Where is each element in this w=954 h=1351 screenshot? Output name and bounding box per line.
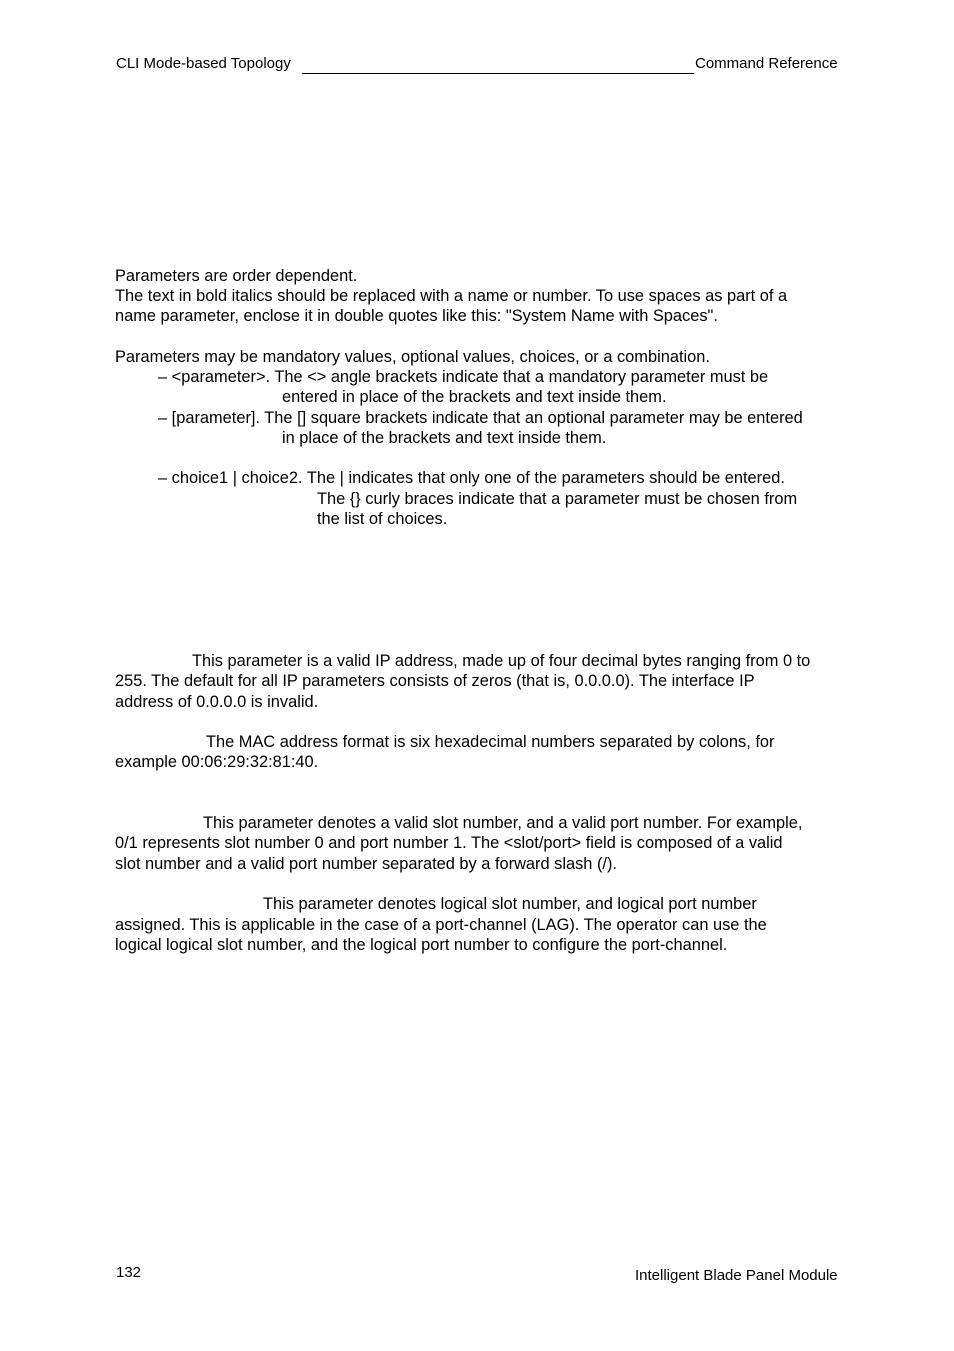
syntax-bold-italics-line-1: The text in bold italics should be replaced with a name or number. To use spaces as part of a bbox=[115, 287, 788, 305]
logical-slot-port-line-2: assigned. This is applicable in the case of a port-channel (LAG). The operator can use the bbox=[115, 916, 767, 934]
footer-page-number: 132 bbox=[116, 1264, 142, 1281]
syntax-choice-line-1: – choice1 | choice2. The | indicates that only one of the parameters should be entered. bbox=[158, 469, 785, 487]
slot-port-line-3: slot number and a valid port number separated by a forward slash (/). bbox=[115, 855, 617, 873]
logical-slot-port-line-3: logical logical slot number, and the logical port number to configure the port-channel. bbox=[115, 936, 728, 954]
syntax-order-text: Parameters are order dependent. bbox=[115, 267, 358, 285]
ip-address-line-2: 255. The default for all IP parameters consists of zeros (that is, 0.0.0.0). The interface IP bbox=[115, 672, 755, 690]
mac-address-line-2: example 00:06:29:32:81:40. bbox=[115, 753, 319, 771]
syntax-angle-line-1: – <parameter>. The <> angle brackets indicate that a mandatory parameter must be bbox=[158, 368, 769, 386]
ip-address-line-1: This parameter is a valid IP address, made up of four decimal bytes ranging from 0 to bbox=[192, 652, 811, 670]
mac-address-line-1: The MAC address format is six hexadecimal numbers separated by colons, for bbox=[206, 733, 775, 751]
header-rule bbox=[302, 73, 694, 74]
syntax-choice-line-3: the list of choices. bbox=[317, 510, 448, 528]
syntax-square-line-1: – [parameter]. The [] square brackets indicate that an optional parameter may be entered bbox=[158, 409, 803, 427]
ip-address-line-3: address of 0.0.0.0 is invalid. bbox=[115, 693, 319, 711]
syntax-mandatory-intro: Parameters may be mandatory values, optional values, choices, or a combination. bbox=[115, 348, 710, 366]
slot-port-line-1: This parameter denotes a valid slot number, and a valid port number. For example, bbox=[203, 814, 803, 832]
syntax-square-line-2: in place of the brackets and text inside them. bbox=[282, 429, 607, 447]
syntax-bold-italics-line-2: name parameter, enclose it in double quotes like this: "System Name with Spaces". bbox=[115, 307, 718, 325]
slot-port-line-2: 0/1 represents slot number 0 and port number 1. The <slot/port> field is composed of a valid bbox=[115, 834, 783, 852]
syntax-choice-line-2: The {} curly braces indicate that a parameter must be chosen from bbox=[317, 490, 798, 508]
header-left-title: CLI Mode-based Topology bbox=[116, 55, 291, 72]
header-right-title: Command Reference bbox=[695, 55, 838, 72]
footer-title: Intelligent Blade Panel Module bbox=[635, 1267, 838, 1284]
syntax-angle-line-2: entered in place of the brackets and text inside them. bbox=[282, 388, 667, 406]
logical-slot-port-line-1: This parameter denotes logical slot number, and logical port number bbox=[263, 895, 757, 913]
